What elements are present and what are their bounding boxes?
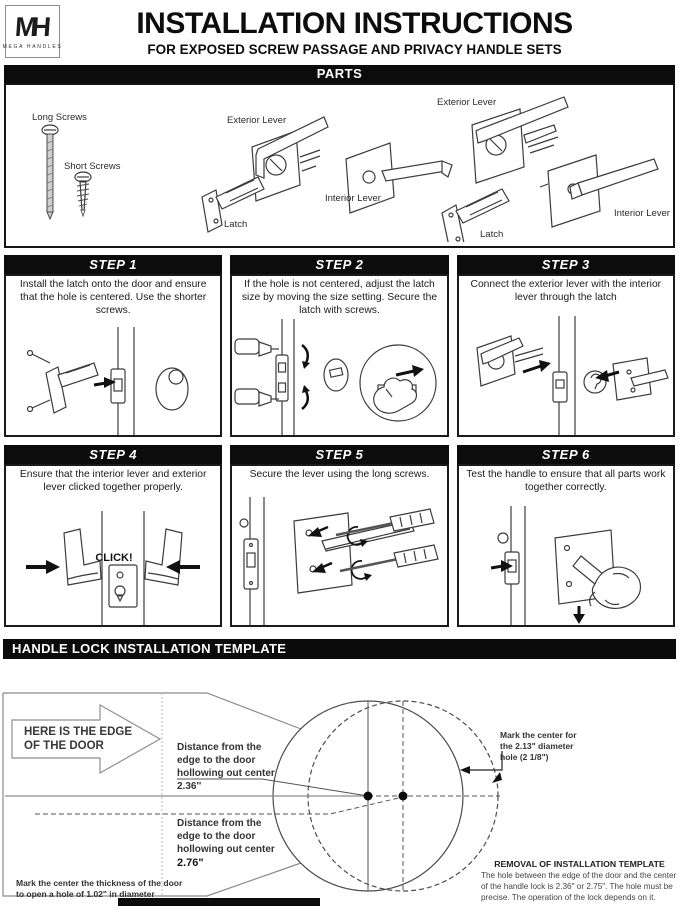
installation-template xyxy=(0,659,679,906)
step-6-header: STEP 6 xyxy=(457,445,675,464)
click-callout: CLICK! xyxy=(95,552,133,564)
screw-icon xyxy=(28,400,51,412)
arrow-right-icon xyxy=(26,560,60,574)
mega-handles-logo-icon: MH xyxy=(13,11,46,42)
page-title: INSTALLATION INSTRUCTIONS xyxy=(136,7,573,40)
exterior-lever-2-label: Exterior Lever xyxy=(437,97,497,108)
removal-note xyxy=(481,859,678,903)
step-5-header: STEP 5 xyxy=(230,445,448,464)
rotate-arrow-icon xyxy=(302,345,310,369)
step-3-illustration xyxy=(459,310,673,435)
door-hole xyxy=(156,368,188,410)
edge-of-door-label: HERE IS THE EDGE OF THE DOOR xyxy=(24,726,132,753)
screw-icon xyxy=(28,351,51,364)
arrow-down-icon xyxy=(573,606,585,624)
step-3-body xyxy=(457,274,675,437)
step-6 xyxy=(457,445,675,627)
latch-2-label: Latch xyxy=(480,229,504,240)
center-mark-2 xyxy=(399,792,408,801)
step-1 xyxy=(4,255,222,437)
step-2-illustration xyxy=(232,317,446,435)
step-1-text: Install the latch onto the door and ensure that the hole is centered. Use the shorter screws. xyxy=(19,279,207,316)
screwdriver-icon xyxy=(340,545,438,571)
arrow-left-icon xyxy=(460,766,470,774)
step-6-body xyxy=(457,464,675,627)
step-4-text: Ensure that the interior lever and exterior lever clicked together properly. xyxy=(19,469,207,493)
exterior-lever-icon xyxy=(477,336,543,386)
privacy-plate xyxy=(109,565,137,607)
step-1-illustration xyxy=(6,313,220,435)
removal-heading: REMOVAL OF INSTALLATION TEMPLATE xyxy=(494,859,665,869)
step-4-body xyxy=(4,464,222,627)
removal-body: The hole between the edge of the door and the center of the handle lock is 2.36" or 2.75". The hole must be precise. The operation of the lock depends on it. xyxy=(481,871,677,903)
arrow-right-icon xyxy=(523,360,551,372)
step-5-text: Secure the lever using the long screws. xyxy=(249,469,430,480)
distance-2-76-label: Distance from the edge to the door hollowing out center 2.76" xyxy=(177,818,275,869)
leader-2-76 xyxy=(35,797,403,814)
short-screw-icon xyxy=(75,172,91,216)
long-screws-label: Long Screws xyxy=(32,112,87,123)
step-3 xyxy=(457,255,675,437)
interior-lever-1-label: Interior Lever xyxy=(325,193,381,204)
distance-2-36-label: Distance from the edge to the door hollowing out center 2.36'' xyxy=(177,742,275,792)
step-6-illustration xyxy=(459,500,673,625)
mega-handles-logo xyxy=(2,5,63,58)
step-5 xyxy=(230,445,448,627)
interior-lever-icon xyxy=(584,358,668,400)
step-2-body xyxy=(230,274,448,437)
page-subtitle: FOR EXPOSED SCREW PASSAGE AND PRIVACY HANDLE SETS xyxy=(147,42,562,57)
logo-brand-text: MEGA HANDLES xyxy=(2,43,63,50)
long-screw-icon xyxy=(42,125,58,219)
door-hole xyxy=(324,359,348,391)
lever-icon xyxy=(145,529,182,585)
step-5-body xyxy=(230,464,448,627)
latch-body xyxy=(58,363,98,387)
step-4 xyxy=(4,445,222,627)
step-2-header: STEP 2 xyxy=(230,255,448,274)
step-3-header: STEP 3 xyxy=(457,255,675,274)
parts-diagram xyxy=(4,83,675,248)
step-5-illustration xyxy=(232,493,446,625)
latch-1-label: Latch xyxy=(224,219,248,230)
mark-thickness-label: Mark the center the thickness of the door to open a hole of 1.02" in diameter xyxy=(16,878,183,900)
center-mark-1 xyxy=(364,792,373,801)
template-banner: HANDLE LOCK INSTALLATION TEMPLATE xyxy=(3,639,676,659)
rotate-arrow-icon xyxy=(302,385,310,409)
step-1-body xyxy=(4,274,222,437)
step-6-text: Test the handle to ensure that all parts work together correctly. xyxy=(466,469,666,493)
drill-icon xyxy=(235,339,279,356)
step-2 xyxy=(230,255,448,437)
arrow-down-icon xyxy=(492,772,502,783)
mark-hole-center-label: Mark the center for the 2.13" diameter hole (2 1/8") xyxy=(500,730,577,763)
step-2-text: If the hole is not centered, adjust the latch size by moving the size setting. Secure the latch with screws. xyxy=(241,279,438,316)
mark-hole-leader xyxy=(470,751,502,770)
steps-grid xyxy=(4,255,675,627)
short-screws-label: Short Screws xyxy=(64,161,121,172)
step-4-illustration xyxy=(6,503,220,625)
step-1-header: STEP 1 xyxy=(4,255,222,274)
drill-icon xyxy=(235,389,279,406)
step-4-header: STEP 4 xyxy=(4,445,222,464)
parts-banner: PARTS xyxy=(4,65,675,83)
interior-lever-2-label: Interior Lever xyxy=(614,208,670,219)
step-3-text: Connect the exterior lever with the interior lever through the latch xyxy=(470,279,662,303)
exterior-lever-1-label: Exterior Lever xyxy=(227,115,287,126)
lever-icon xyxy=(64,529,101,585)
